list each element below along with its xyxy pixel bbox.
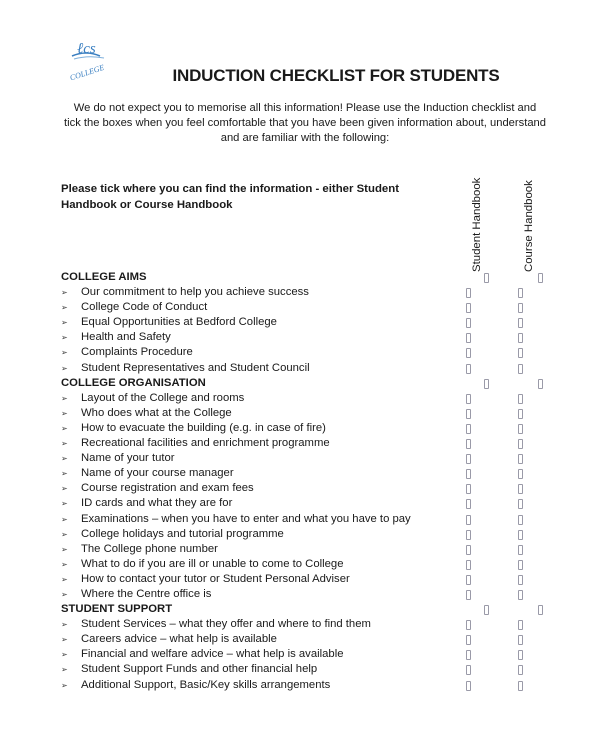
arrow-bullet-icon: ➢ bbox=[61, 635, 68, 645]
arrow-bullet-icon: ➢ bbox=[61, 363, 68, 373]
arrow-bullet-icon: ➢ bbox=[61, 469, 68, 479]
checklist-item bbox=[61, 481, 561, 496]
checklist-item bbox=[61, 345, 561, 360]
course-handbook-checkbox[interactable] bbox=[518, 665, 523, 675]
item-label: Additional Support, Basic/Key skills arrangements bbox=[81, 678, 331, 691]
arrow-bullet-icon: ➢ bbox=[61, 620, 68, 630]
arrow-bullet-icon: ➢ bbox=[61, 589, 68, 599]
arrow-bullet-icon: ➢ bbox=[61, 439, 68, 449]
course-handbook-checkbox[interactable] bbox=[518, 454, 523, 464]
arrow-bullet-icon: ➢ bbox=[61, 348, 68, 358]
instruction-line: Handbook or Course Handbook bbox=[61, 199, 233, 211]
intro-line: We do not expect you to memorise all this information! Please use the Induction checklist and bbox=[73, 102, 537, 114]
student-handbook-checkbox[interactable] bbox=[466, 681, 471, 691]
student-handbook-checkbox[interactable] bbox=[466, 469, 471, 479]
checklist-item bbox=[61, 527, 561, 542]
item-label: Recreational facilities and enrichment programme bbox=[81, 437, 330, 450]
item-label: How to contact your tutor or Student Personal Adviser bbox=[81, 572, 350, 585]
course-handbook-checkbox[interactable] bbox=[518, 545, 523, 555]
intro-line: and are familiar with the following: bbox=[220, 132, 390, 144]
student-handbook-checkbox[interactable] bbox=[466, 348, 471, 358]
column-header-label: Course Handbook bbox=[523, 180, 535, 272]
student-handbook-checkbox[interactable] bbox=[484, 605, 489, 615]
student-handbook-checkbox[interactable] bbox=[466, 303, 471, 313]
arrow-bullet-icon: ➢ bbox=[61, 423, 68, 433]
student-handbook-checkbox[interactable] bbox=[466, 499, 471, 509]
item-label: How to evacuate the building (e.g. in case of fire) bbox=[81, 421, 326, 434]
arrow-bullet-icon: ➢ bbox=[61, 484, 68, 494]
student-handbook-checkbox[interactable] bbox=[466, 530, 471, 540]
student-handbook-checkbox[interactable] bbox=[466, 333, 471, 343]
course-handbook-checkbox[interactable] bbox=[518, 409, 523, 419]
checklist-item bbox=[61, 496, 561, 511]
arrow-bullet-icon: ➢ bbox=[61, 544, 68, 554]
course-handbook-checkbox[interactable] bbox=[538, 379, 543, 389]
section-label: COLLEGE ORGANISATION bbox=[61, 376, 206, 389]
column-header-student-handbook bbox=[471, 168, 491, 272]
checklist-item bbox=[61, 406, 561, 421]
course-handbook-checkbox[interactable] bbox=[518, 620, 523, 630]
course-handbook-checkbox[interactable] bbox=[518, 484, 523, 494]
item-label: Complaints Procedure bbox=[81, 346, 193, 359]
arrow-bullet-icon: ➢ bbox=[61, 393, 68, 403]
svg-text:COLLEGE: COLLEGE bbox=[68, 62, 106, 82]
item-label: Student Representatives and Student Council bbox=[81, 361, 310, 374]
item-label: Our commitment to help you achieve success bbox=[81, 286, 309, 299]
checklist-item bbox=[61, 557, 561, 572]
student-handbook-checkbox[interactable] bbox=[466, 575, 471, 585]
arrow-bullet-icon: ➢ bbox=[61, 650, 68, 660]
course-handbook-checkbox[interactable] bbox=[518, 303, 523, 313]
arrow-bullet-icon: ➢ bbox=[61, 408, 68, 418]
item-label: Course registration and exam fees bbox=[81, 482, 254, 495]
item-label: Financial and welfare advice – what help is available bbox=[81, 648, 344, 661]
item-label: Student Support Funds and other financial help bbox=[81, 663, 318, 676]
course-handbook-checkbox[interactable] bbox=[518, 499, 523, 509]
student-handbook-checkbox[interactable] bbox=[466, 288, 471, 298]
checklist-item bbox=[61, 647, 561, 662]
course-handbook-checkbox[interactable] bbox=[518, 439, 523, 449]
section-heading bbox=[61, 376, 561, 391]
course-handbook-checkbox[interactable] bbox=[518, 590, 523, 600]
course-handbook-checkbox[interactable] bbox=[518, 515, 523, 525]
checklist-item bbox=[61, 315, 561, 330]
student-handbook-checkbox[interactable] bbox=[466, 515, 471, 525]
item-label: Name of your course manager bbox=[81, 467, 234, 480]
student-handbook-checkbox[interactable] bbox=[466, 394, 471, 404]
item-label: Equal Opportunities at Bedford College bbox=[81, 316, 277, 329]
course-handbook-checkbox[interactable] bbox=[518, 650, 523, 660]
arrow-bullet-icon: ➢ bbox=[61, 665, 68, 675]
item-label: ID cards and what they are for bbox=[81, 497, 233, 510]
student-handbook-checkbox[interactable] bbox=[466, 635, 471, 645]
instruction-text bbox=[61, 181, 421, 213]
course-handbook-checkbox[interactable] bbox=[538, 273, 543, 283]
checklist bbox=[61, 270, 561, 693]
course-handbook-checkbox[interactable] bbox=[518, 469, 523, 479]
arrow-bullet-icon: ➢ bbox=[61, 303, 68, 313]
student-handbook-checkbox[interactable] bbox=[466, 409, 471, 419]
course-handbook-checkbox[interactable] bbox=[518, 288, 523, 298]
section-heading bbox=[61, 270, 561, 285]
checklist-item bbox=[61, 451, 561, 466]
checklist-item bbox=[61, 285, 561, 300]
student-handbook-checkbox[interactable] bbox=[466, 620, 471, 630]
arrow-bullet-icon: ➢ bbox=[61, 680, 68, 690]
instruction-line: Please tick where you can find the information - either Student bbox=[61, 183, 399, 195]
student-handbook-checkbox[interactable] bbox=[466, 364, 471, 374]
section-label: STUDENT SUPPORT bbox=[61, 603, 173, 616]
checklist-item bbox=[61, 678, 561, 693]
arrow-bullet-icon: ➢ bbox=[61, 288, 68, 298]
course-handbook-checkbox[interactable] bbox=[518, 681, 523, 691]
course-handbook-checkbox[interactable] bbox=[518, 364, 523, 374]
student-handbook-checkbox[interactable] bbox=[466, 439, 471, 449]
checklist-item bbox=[61, 632, 561, 647]
page-title: INDUCTION CHECKLIST FOR STUDENTS bbox=[172, 66, 500, 85]
student-handbook-checkbox[interactable] bbox=[466, 318, 471, 328]
column-header-label: Student Handbook bbox=[471, 177, 483, 272]
student-handbook-checkbox[interactable] bbox=[484, 379, 489, 389]
course-handbook-checkbox[interactable] bbox=[518, 333, 523, 343]
svg-text:ℓcs: ℓcs bbox=[77, 41, 96, 57]
checklist-item bbox=[61, 662, 561, 677]
course-handbook-checkbox[interactable] bbox=[518, 575, 523, 585]
item-label: Health and Safety bbox=[81, 331, 171, 344]
item-label: Name of your tutor bbox=[81, 452, 175, 465]
item-label: Where the Centre office is bbox=[81, 587, 212, 600]
arrow-bullet-icon: ➢ bbox=[61, 499, 68, 509]
checklist-item bbox=[61, 436, 561, 451]
checklist-item bbox=[61, 572, 561, 587]
student-handbook-checkbox[interactable] bbox=[466, 454, 471, 464]
student-handbook-checkbox[interactable] bbox=[466, 590, 471, 600]
item-label: Who does what at the College bbox=[81, 406, 232, 419]
checklist-item bbox=[61, 587, 561, 602]
checklist-item bbox=[61, 466, 561, 481]
item-label: Examinations – when you have to enter and what you have to pay bbox=[81, 512, 411, 525]
course-handbook-checkbox[interactable] bbox=[518, 530, 523, 540]
course-handbook-checkbox[interactable] bbox=[518, 318, 523, 328]
course-handbook-checkbox[interactable] bbox=[518, 394, 523, 404]
course-handbook-checkbox[interactable] bbox=[518, 348, 523, 358]
checklist-item bbox=[61, 330, 561, 345]
item-label: College Code of Conduct bbox=[81, 301, 208, 314]
intro-text bbox=[60, 101, 550, 146]
checklist-item bbox=[61, 542, 561, 557]
checklist-item bbox=[61, 300, 561, 315]
checklist-item bbox=[61, 361, 561, 376]
course-handbook-checkbox[interactable] bbox=[538, 605, 543, 615]
checklist-item bbox=[61, 617, 561, 632]
item-label: Layout of the College and rooms bbox=[81, 391, 245, 404]
student-handbook-checkbox[interactable] bbox=[466, 560, 471, 570]
course-handbook-checkbox[interactable] bbox=[518, 560, 523, 570]
item-label: What to do if you are ill or unable to come to College bbox=[81, 557, 344, 570]
student-handbook-checkbox[interactable] bbox=[466, 650, 471, 660]
arrow-bullet-icon: ➢ bbox=[61, 559, 68, 569]
item-label: The College phone number bbox=[81, 542, 218, 555]
section-label: COLLEGE AIMS bbox=[61, 271, 147, 283]
checklist-item bbox=[61, 391, 561, 406]
arrow-bullet-icon: ➢ bbox=[61, 529, 68, 539]
course-handbook-checkbox[interactable] bbox=[518, 424, 523, 434]
arrow-bullet-icon: ➢ bbox=[61, 333, 68, 343]
section-heading bbox=[61, 602, 561, 617]
student-handbook-checkbox[interactable] bbox=[466, 665, 471, 675]
student-handbook-checkbox[interactable] bbox=[484, 273, 489, 283]
student-handbook-checkbox[interactable] bbox=[466, 484, 471, 494]
checklist-item bbox=[61, 512, 561, 527]
arrow-bullet-icon: ➢ bbox=[61, 454, 68, 464]
item-label: College holidays and tutorial programme bbox=[81, 527, 284, 540]
checklist-item bbox=[61, 421, 561, 436]
student-handbook-checkbox[interactable] bbox=[466, 424, 471, 434]
arrow-bullet-icon: ➢ bbox=[61, 514, 68, 524]
intro-line: tick the boxes when you feel comfortable that you have been given information about, understand bbox=[64, 117, 546, 129]
student-handbook-checkbox[interactable] bbox=[466, 545, 471, 555]
arrow-bullet-icon: ➢ bbox=[61, 574, 68, 584]
arrow-bullet-icon: ➢ bbox=[61, 318, 68, 328]
item-label: Student Services – what they offer and where to find them bbox=[81, 618, 371, 631]
course-handbook-checkbox[interactable] bbox=[518, 635, 523, 645]
column-header-course-handbook bbox=[523, 168, 543, 272]
item-label: Careers advice – what help is available bbox=[81, 633, 277, 646]
